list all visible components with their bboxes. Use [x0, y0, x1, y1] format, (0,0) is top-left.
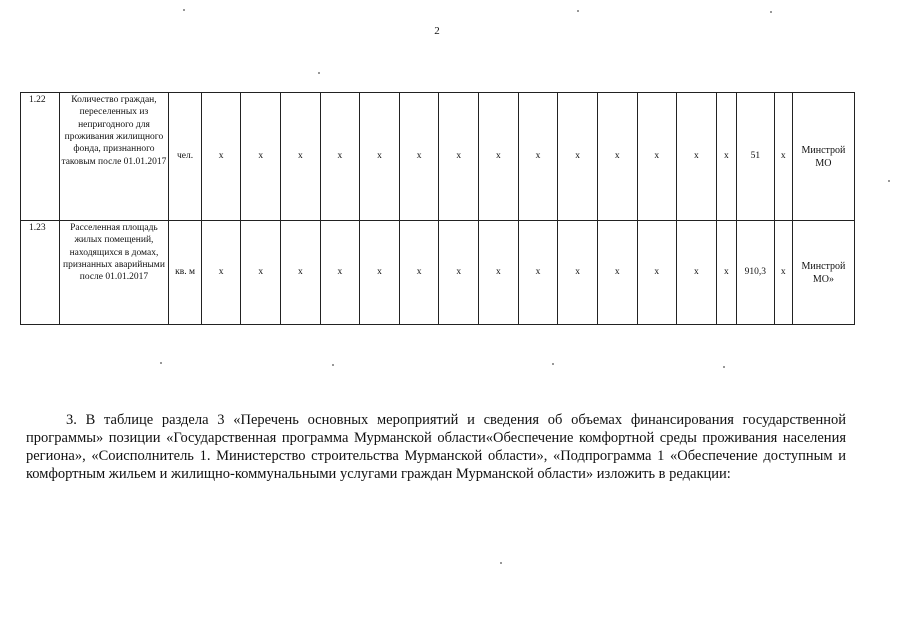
value-cell: х — [320, 93, 360, 221]
indicators-table — [20, 92, 855, 325]
value-cell: х — [637, 221, 677, 325]
value-cell: 51 — [737, 93, 775, 221]
scan-speck — [770, 11, 772, 13]
value-cell: х — [201, 93, 241, 221]
value-cell: х — [399, 93, 439, 221]
value-cell: 910,3 — [737, 221, 775, 325]
table-row — [21, 221, 855, 325]
value-cell: х — [716, 93, 736, 221]
table-row — [21, 93, 855, 221]
value-cell: х — [439, 93, 479, 221]
row-unit: чел. — [169, 93, 202, 221]
value-cell: х — [518, 93, 558, 221]
scan-speck — [552, 363, 554, 365]
value-cell: х — [479, 221, 519, 325]
value-cell: х — [360, 221, 400, 325]
value-cell: х — [479, 93, 519, 221]
scan-speck — [500, 562, 502, 564]
value-cell: х — [637, 93, 677, 221]
value-cell: х — [399, 221, 439, 325]
row-executor: Минстрой МО — [792, 93, 854, 221]
value-cell: х — [281, 93, 321, 221]
value-cell: х — [597, 93, 637, 221]
scan-speck — [332, 364, 334, 366]
value-cell: х — [558, 221, 598, 325]
value-cell: х — [558, 93, 598, 221]
row-number: 1.22 — [21, 93, 60, 221]
scan-speck — [160, 362, 162, 364]
value-cell: х — [774, 93, 792, 221]
value-cell: х — [360, 93, 400, 221]
scan-speck — [577, 10, 579, 12]
row-description: Количество граждан, переселенных из непригодного для проживания жилищного фонда, признанного таковым после 01.01.2017 — [59, 93, 169, 221]
value-cell: х — [677, 221, 717, 325]
row-description: Расселенная площадь жилых помещений, находящихся в домах, признанных аварийными после 01.01.2017 — [59, 221, 169, 325]
row-number: 1.23 — [21, 221, 60, 325]
scan-speck — [318, 72, 320, 74]
value-cell: х — [677, 93, 717, 221]
value-cell: х — [439, 221, 479, 325]
scan-speck — [888, 180, 890, 182]
value-cell: х — [201, 221, 241, 325]
value-cell: х — [518, 221, 558, 325]
scan-speck — [723, 366, 725, 368]
scan-speck — [183, 9, 185, 11]
body-paragraph: 3. В таблице раздела 3 «Перечень основных мероприятий и сведения об объемах финансирования государственной программы» позиции «Государственная программа Мурманской области«Обеспечение комфортной среды проживания населения региона», «Соисполнитель 1. Министерство строительства Мурманской области», «Подпрограмма 1 «Обеспечение доступным и комфортным жильем и жилищно-коммунальными услугами граждан Мурманской области» изложить в редакции: — [26, 411, 846, 482]
value-cell: х — [281, 221, 321, 325]
page-number: 2 — [434, 25, 440, 37]
row-unit: кв. м — [169, 221, 202, 325]
value-cell: х — [320, 221, 360, 325]
value-cell: х — [597, 221, 637, 325]
value-cell: х — [774, 221, 792, 325]
value-cell: х — [716, 221, 736, 325]
value-cell: х — [241, 221, 281, 325]
row-executor: Минстрой МО» — [792, 221, 854, 325]
value-cell: х — [241, 93, 281, 221]
